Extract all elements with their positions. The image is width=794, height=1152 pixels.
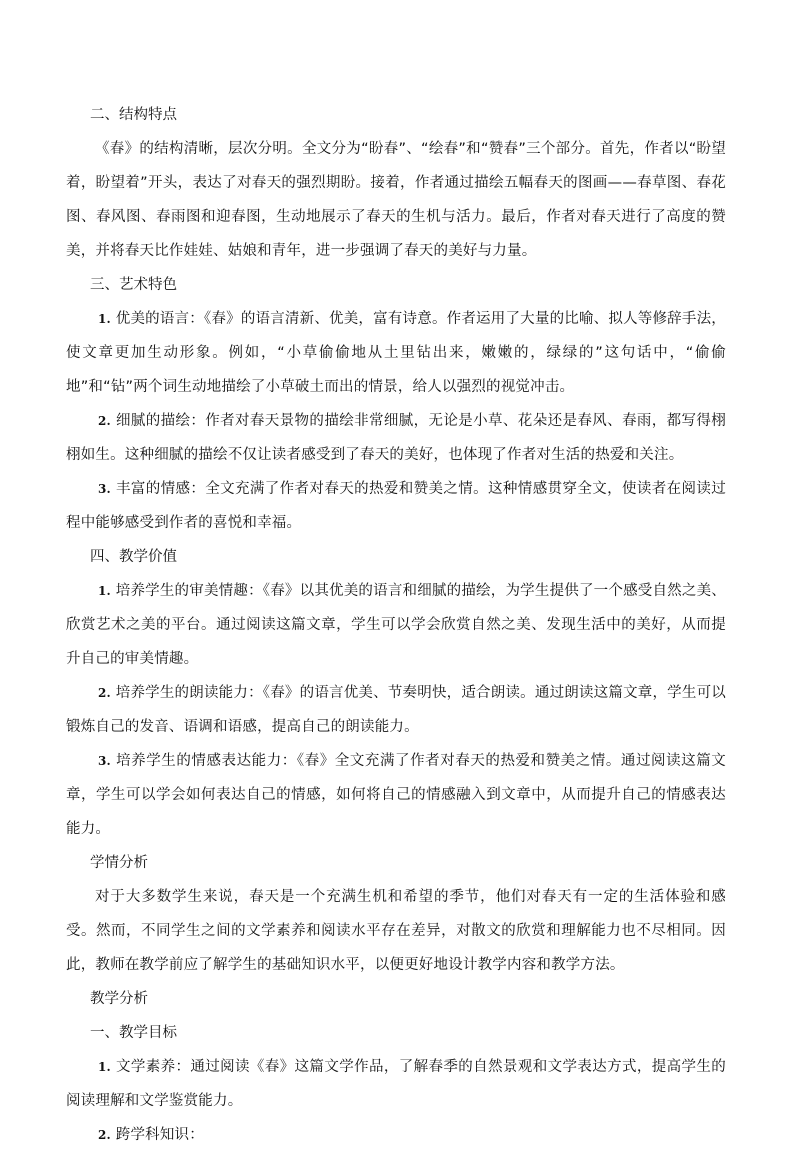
document-body bbox=[66, 98, 726, 1152]
paragraph-student-analysis: 对于大多数学生来说，春天是一个充满生机和希望的季节，他们对春天有一定的生活体验和感受。然而，不同学生之间的文学素养和阅读水平存在差异，对散文的欣赏和理解能力也不尽相同。因此，教师在教学前应了解学生的基础知识水平，以便更好地设计教学内容和教学方法。 bbox=[66, 889, 726, 973]
list-item-text: 跨学科知识： bbox=[115, 1127, 204, 1143]
list-item-art-2 bbox=[66, 404, 726, 472]
list-item-value-2 bbox=[66, 676, 726, 744]
section-heading-teaching-goals: 一、教学目标 bbox=[90, 1025, 177, 1041]
list-item-text: 文学素养：通过阅读《春》这篇文学作品，了解春季的自然景观和文学表达方式，提高学生的阅读理解和文学鉴赏能力。 bbox=[66, 1059, 726, 1109]
list-item-text: 丰富的情感：全文充满了作者对春天的热爱和赞美之情。这种情感贯穿全文，使读者在阅读过程中能够感受到作者的喜悦和幸福。 bbox=[66, 481, 726, 531]
list-number: 2. bbox=[98, 1128, 111, 1142]
section-heading-teaching-value: 四、教学价值 bbox=[90, 549, 177, 565]
section-heading-structure: 二、结构特点 bbox=[90, 107, 177, 123]
section-heading-art: 三、艺术特色 bbox=[90, 277, 177, 293]
section-heading-teaching-analysis: 教学分析 bbox=[90, 991, 148, 1007]
list-number: 3. bbox=[98, 754, 111, 768]
list-item-value-3 bbox=[66, 744, 726, 846]
list-number: 2. bbox=[98, 686, 111, 700]
list-item-goal-1 bbox=[66, 1050, 726, 1118]
list-number: 1. bbox=[98, 312, 111, 326]
list-number: 1. bbox=[98, 1060, 111, 1074]
list-item-goal-2 bbox=[66, 1118, 726, 1152]
paragraph-structure: 《春》的结构清晰，层次分明。全文分为“盼春”、“绘春”和“赞春”三个部分。首先，作者以“盼望着，盼望着”开头，表达了对春天的强烈期盼。接着，作者通过描绘五幅春天的图画——春草图、春花图、春风图、春雨图和迎春图，生动地展示了春天的生机与活力。最后，作者对春天进行了高度的赞美，并将春天比作娃娃、姑娘和青年，进一步强调了春天的美好与力量。 bbox=[66, 141, 726, 259]
list-item-art-3 bbox=[66, 472, 726, 540]
list-number: 3. bbox=[98, 482, 111, 496]
list-item-text: 培养学生的审美情趣：《春》以其优美的语言和细腻的描绘，为学生提供了一个感受自然之美、欣赏艺术之美的平台。通过阅读这篇文章，学生可以学会欣赏自然之美、发现生活中的美好，从而提升自己的审美情趣。 bbox=[66, 583, 726, 667]
list-number: 1. bbox=[98, 584, 111, 598]
list-item-text: 培养学生的朗读能力：《春》的语言优美、节奏明快，适合朗读。通过朗读这篇文章，学生可以锻炼自己的发音、语调和语感，提高自己的朗读能力。 bbox=[66, 685, 726, 735]
list-number: 2. bbox=[98, 414, 111, 428]
list-item-text: 细腻的描绘：作者对春天景物的描绘非常细腻，无论是小草、花朵还是春风、春雨，都写得栩栩如生。这种细腻的描绘不仅让读者感受到了春天的美好，也体现了作者对生活的热爱和关注。 bbox=[66, 413, 726, 463]
list-item-value-1 bbox=[66, 574, 726, 676]
list-item-text: 优美的语言：《春》的语言清新、优美，富有诗意。作者运用了大量的比喻、拟人等修辞手法，使文章更加生动形象。例如，“小草偷偷地从土里钻出来，嫩嫩的，绿绿的”这句话中，“偷偷地”和“钻”两个词生动地描绘了小草破土而出的情景，给人以强烈的视觉冲击。 bbox=[66, 311, 726, 395]
list-item-art-1 bbox=[66, 302, 726, 404]
list-item-text: 培养学生的情感表达能力：《春》全文充满了作者对春天的热爱和赞美之情。通过阅读这篇文章，学生可以学会如何表达自己的情感，如何将自己的情感融入到文章中，从而提升自己的情感表达能力。 bbox=[66, 753, 726, 837]
section-heading-student-analysis: 学情分析 bbox=[90, 855, 148, 871]
